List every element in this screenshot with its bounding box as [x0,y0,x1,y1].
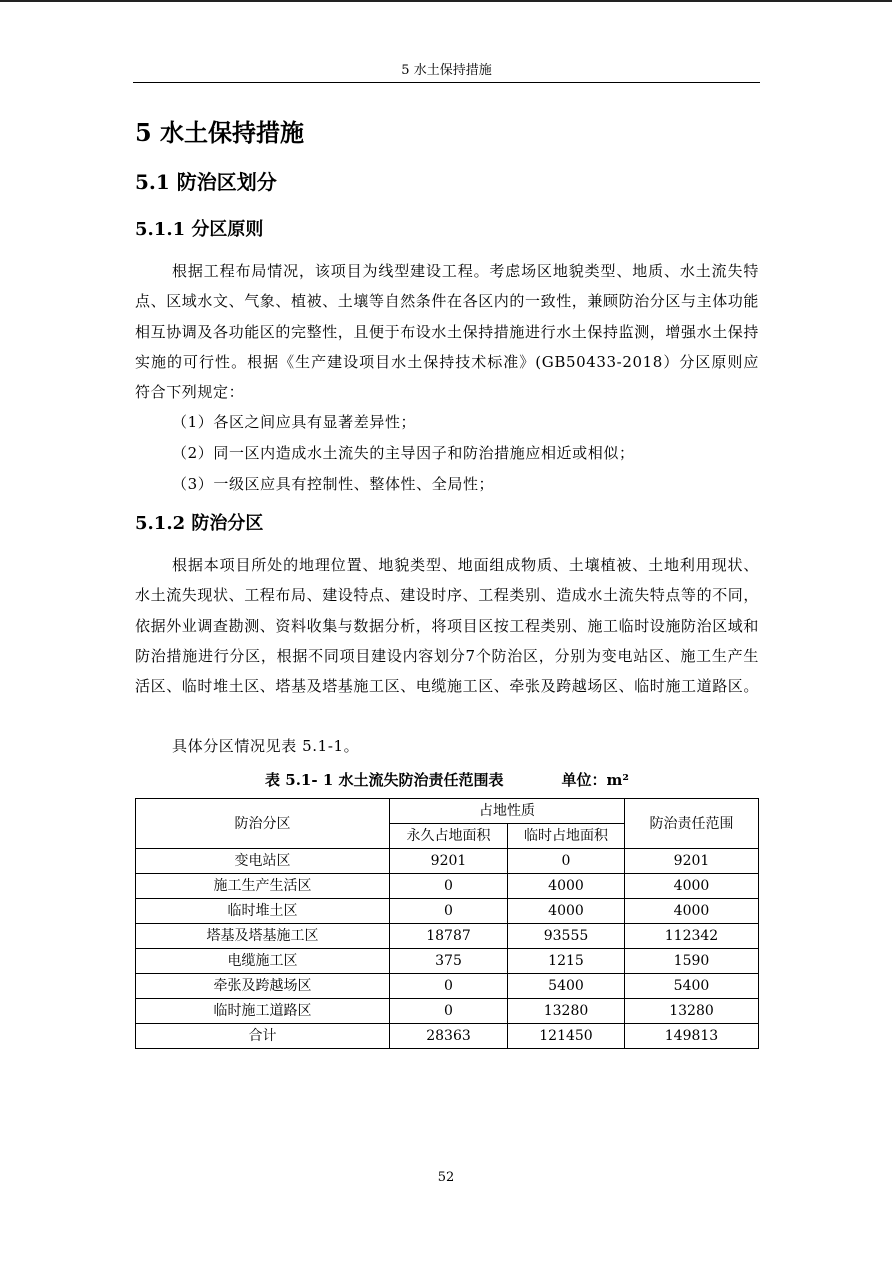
zoning-paragraph: 根据本项目所处的地理位置、地貌类型、地面组成物质、土壤植被、土地利用现状、水土流失现状、工程布局、建设特点、建设时序、工程类别、造成水土流失特点等的不同，依据外业调查勘测、资料收集与数据分析，将项目区按工程类别、施工临时设施防治区域和防治措施进行分区，根据不同项目建设内容划分7个防治区，分别为变电站区、施工生产生活区、临时堆土区、塔基及塔基施工区、电缆施工区、牵张及跨越场区、临时施工道路区。 [135,556,760,696]
cell-zone: 变电站区 [136,849,390,874]
cell-temporary: 0 [508,849,625,874]
table-caption-title: 表 5.1- 1 水土流失防治责任范围表 [265,771,504,789]
cell-temporary: 4000 [508,874,625,899]
table-row [136,949,759,974]
table-caption [136,766,758,794]
table-row [136,899,759,924]
table-row [136,924,759,949]
cell-temporary: 13280 [508,999,625,1024]
cell-responsibility: 1590 [625,949,759,974]
header-responsibility: 防治责任范围 [625,799,759,849]
cell-responsibility: 9201 [625,849,759,874]
cell-responsibility: 4000 [625,874,759,899]
top-border-line [0,0,892,2]
table-header-row [136,799,759,824]
cell-temporary: 121450 [508,1024,625,1049]
table-row [136,974,759,999]
header-permanent: 永久占地面积 [390,824,508,849]
responsibility-table [135,798,759,1049]
cell-permanent: 0 [390,974,508,999]
table-caption-unit: 单位：m² [561,771,629,789]
cell-temporary: 4000 [508,899,625,924]
table-row [136,999,759,1024]
section-title: 5.1 防治区划分 [135,170,277,194]
table-row [136,849,759,874]
running-header: 5 水土保持措施 [133,60,760,83]
cell-responsibility: 13280 [625,999,759,1024]
principle-item-1: （1）各区之间应具有显著差异性； [172,413,417,431]
cell-responsibility: 5400 [625,974,759,999]
page-number: 52 [437,1170,455,1185]
cell-permanent: 28363 [390,1024,508,1049]
header-land-nature: 占地性质 [390,799,625,824]
cell-zone: 牵张及跨越场区 [136,974,390,999]
principle-item-2: （2）同一区内造成水土流失的主导因子和防治措施应相近或相似； [172,444,635,462]
chapter-title: 5 水土保持措施 [135,118,305,147]
cell-zone: 临时施工道路区 [136,999,390,1024]
cell-temporary: 5400 [508,974,625,999]
header-temporary: 临时占地面积 [508,824,625,849]
cell-responsibility: 149813 [625,1024,759,1049]
cell-permanent: 0 [390,899,508,924]
cell-responsibility: 112342 [625,924,759,949]
table-reference-text: 具体分区情况见表 5.1-1。 [172,737,360,755]
cell-permanent: 9201 [390,849,508,874]
principles-paragraph: 根据工程布局情况，该项目为线型建设工程。考虑场区地貌类型、地质、水土流失特点、区域水文、气象、植被、土壤等自然条件在各区内的一致性，兼顾防治分区与主体功能相互协调及各功能区的完整性，且便于布设水土保持措施进行水土保持监测，增强水土保持实施的可行性。根据《生产建设项目水土保持技术标准》(GB50433-2018）分区原则应符合下列规定： [135,262,760,402]
header-zone: 防治分区 [136,799,390,849]
cell-zone: 施工生产生活区 [136,874,390,899]
cell-temporary: 93555 [508,924,625,949]
table-row [136,1024,759,1049]
cell-permanent: 18787 [390,924,508,949]
cell-zone: 塔基及塔基施工区 [136,924,390,949]
cell-zone: 电缆施工区 [136,949,390,974]
cell-permanent: 375 [390,949,508,974]
table-row [136,874,759,899]
subsection-title-zoning: 5.1.2 防治分区 [135,513,264,534]
cell-zone: 临时堆土区 [136,899,390,924]
cell-permanent: 0 [390,999,508,1024]
principle-item-3: （3）一级区应具有控制性、整体性、全局性； [172,475,495,493]
cell-permanent: 0 [390,874,508,899]
cell-temporary: 1215 [508,949,625,974]
cell-responsibility: 4000 [625,899,759,924]
subsection-title-principles: 5.1.1 分区原则 [135,219,264,240]
cell-zone: 合计 [136,1024,390,1049]
